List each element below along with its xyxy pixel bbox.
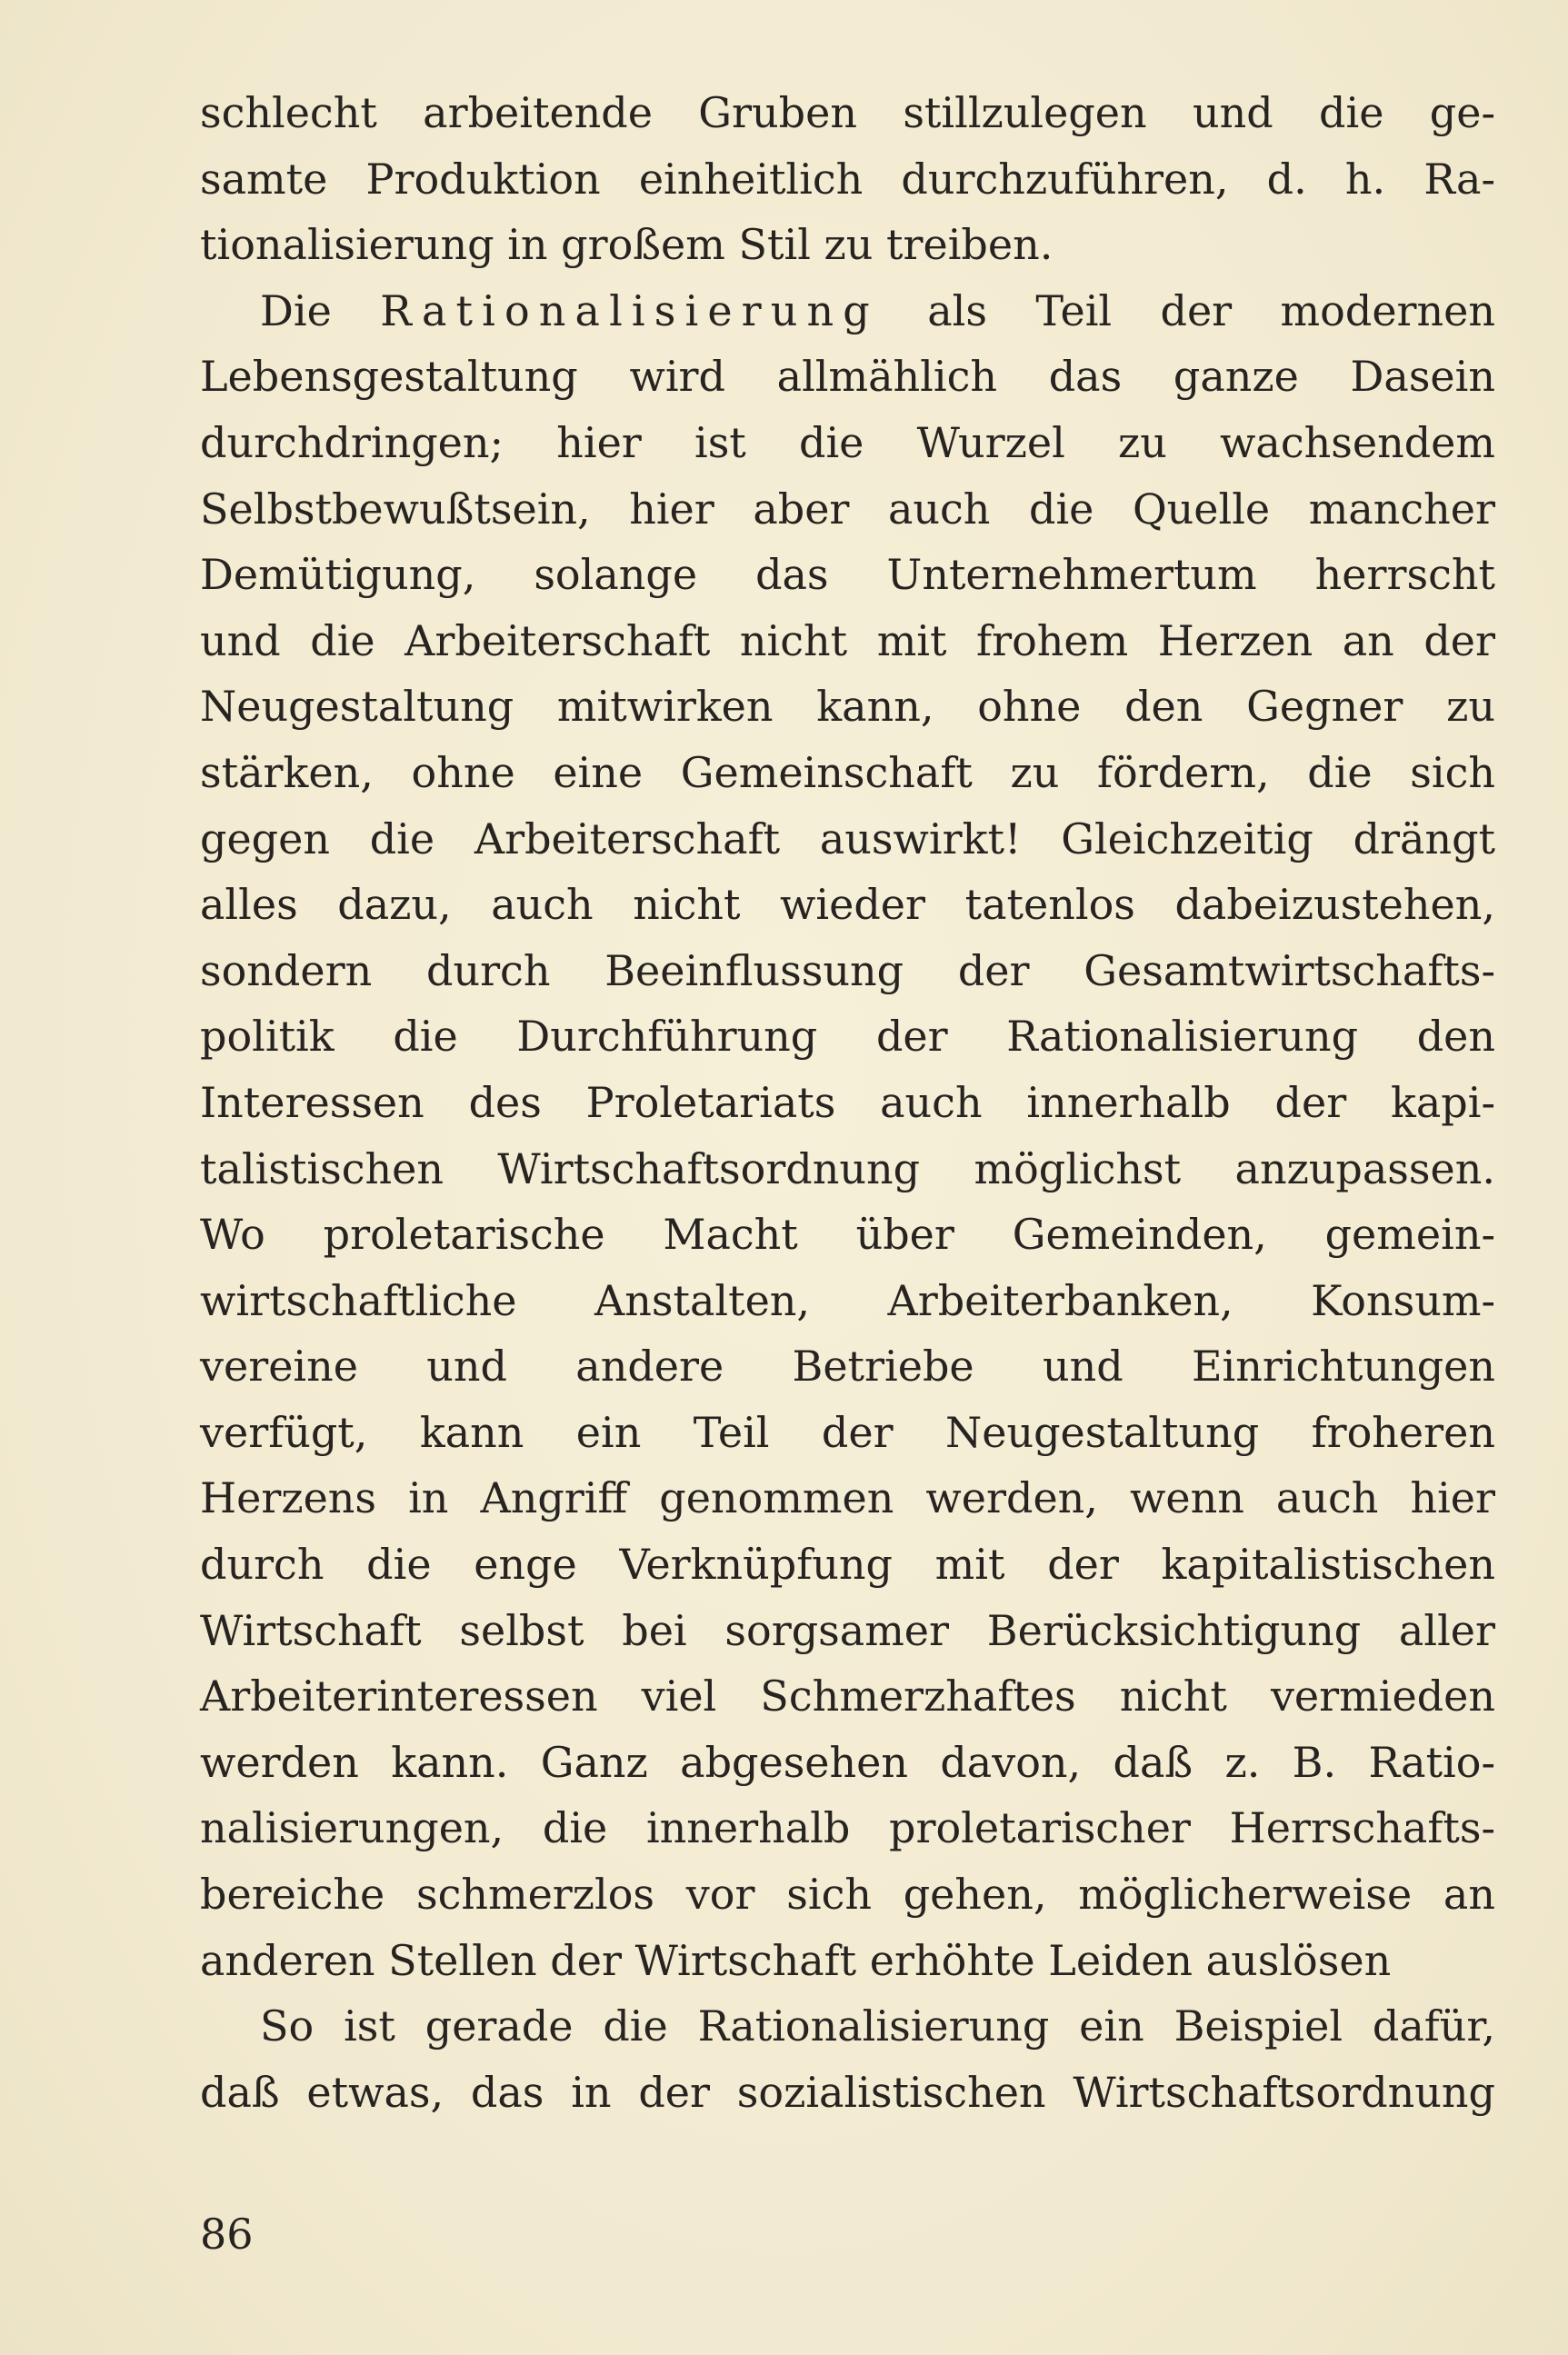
- page-number: 86: [200, 2210, 254, 2259]
- text-line: Demütigung, solange das Unternehmertum herrscht: [200, 550, 1495, 600]
- text-line: Arbeiterinteressen viel Schmerzhaftes nicht vermieden: [200, 1671, 1495, 1721]
- text-line: gegen die Arbeiterschaft auswirkt! Gleichzeitig drängt: [200, 813, 1495, 863]
- text-line: wirtschaftliche Anstalten, Arbeiterbanken, Konsum-: [200, 1275, 1495, 1325]
- text-line-with-emphasis: [200, 278, 1495, 344]
- text-segment: Die: [260, 285, 381, 335]
- text-line: talistischen Wirtschaftsordnung möglichst anzupassen.: [200, 1143, 1495, 1193]
- text-line: durch die enge Verknüpfung mit der kapitalistischen: [200, 1540, 1495, 1590]
- text-line: werden kann. Ganz abgesehen davon, daß z. B. Ratio-: [200, 1737, 1495, 1787]
- text-line: stärken, ohne eine Gemeinschaft zu fördern, die sich: [200, 747, 1495, 797]
- text-line: schlecht arbeitende Gruben stillzulegen und die ge-: [200, 88, 1495, 137]
- text-line: bereiche schmerzlos vor sich gehen, möglicherweise an: [200, 1870, 1495, 1920]
- text-line: Selbstbewußtsein, hier aber auch die Quelle mancher: [200, 484, 1495, 534]
- text-line: durchdringen; hier ist die Wurzel zu wachsendem: [200, 417, 1495, 467]
- text-line: Wirtschaft selbst bei sorgsamer Berücksichtigung aller: [200, 1605, 1495, 1655]
- text-line: vereine und andere Betriebe und Einrichtungen: [200, 1342, 1495, 1392]
- text-line: anderen Stellen der Wirtschaft erhöhte Leiden auslösen: [200, 1935, 1392, 1985]
- text-line: und die Arbeiterschaft nicht mit frohem Herzen an der: [200, 615, 1495, 665]
- text-line: Interessen des Proletariats auch innerhalb der kapi-: [200, 1077, 1495, 1127]
- text-line: Wo proletarische Macht über Gemeinden, gemein-: [200, 1210, 1495, 1260]
- text-line: Neugestaltung mitwirken kann, ohne den Gegner zu: [200, 682, 1495, 732]
- body-text: [200, 80, 1495, 2125]
- text-line: tionalisierung in großem Stil zu treiben.: [200, 220, 1054, 270]
- text-line: daß etwas, das in der sozialistischen Wirtschaftsordnung: [200, 2067, 1495, 2117]
- text-line: verfügt, kann ein Teil der Neugestaltung froheren: [200, 1407, 1495, 1457]
- text-line: alles dazu, auch nicht wieder tatenlos dabeizustehen,: [200, 880, 1495, 930]
- text-line: politik die Durchführung der Rationalisierung den: [200, 1012, 1495, 1062]
- text-line: samte Produktion einheitlich durchzuführen, d. h. Ra-: [200, 154, 1495, 204]
- text-line: Herzens in Angriff genommen werden, wenn auch hier: [200, 1473, 1495, 1523]
- emphasized-word: Rationalisierung: [380, 285, 879, 335]
- text-line: sondern durch Beeinflussung der Gesamtwirtschafts-: [200, 945, 1495, 995]
- text-segment: als Teil der modernen: [878, 285, 1495, 335]
- text-line: So ist gerade die Rationalisierung ein Beispiel dafür,: [260, 2001, 1495, 2051]
- text-line: Lebensgestaltung wird allmählich das ganze Dasein: [200, 352, 1495, 402]
- text-line: nalisierungen, die innerhalb proletarischer Herrschafts-: [200, 1803, 1495, 1853]
